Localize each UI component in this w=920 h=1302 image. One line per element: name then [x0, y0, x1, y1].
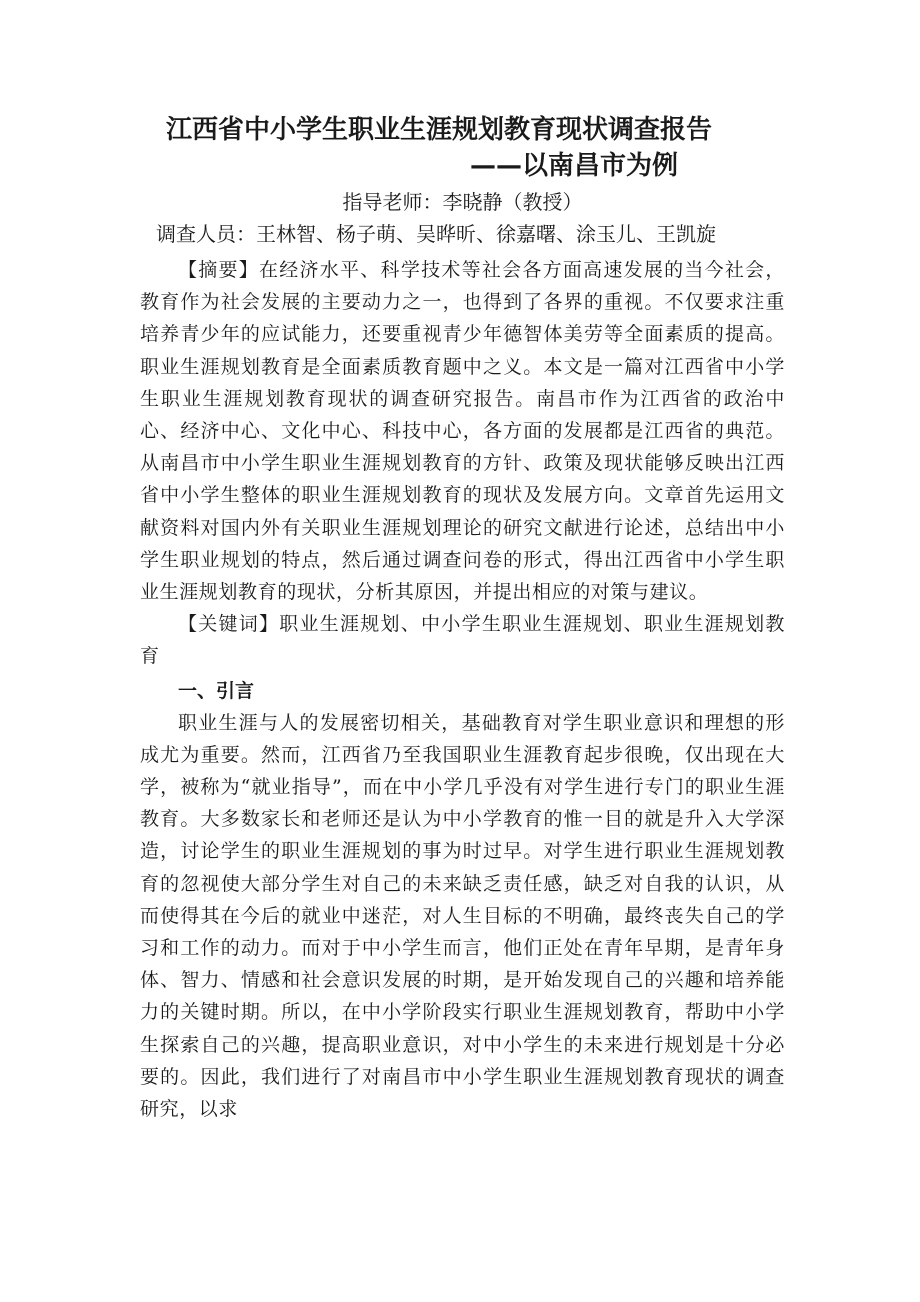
keywords-paragraph	[140, 608, 785, 672]
report-title: 江西省中小学生职业生涯规划教育现状调查报告	[166, 115, 713, 145]
members-line: 调查人员：王林智、杨子萌、吴晔昕、徐嘉曙、涂玉儿、王凯旋	[156, 222, 716, 246]
abstract-text: 在经济水平、科学技术等社会各方面高速发展的当今社会，教育作为社会发展的主要动力之一，也得到了各界的重视。不仅要求注重培养青少年的应试能力，还要重视青少年德智体美劳等全面素质的提高。职业生涯规划教育是全面素质教育题中之义。本文是一篇对江西省中小学生职业生涯规划教育现状的调查研究报告。南昌市作为江西省的政治中心、经济中心、文化中心、科技中心，各方面的发展都是江西省的典范。从南昌市中小学生职业生涯规划教育的方针、政策及现状能够反映出江西省中小学生整体的职业生涯规划教育的现状及发展方向。文章首先运用文献资料对国内外有关职业生涯规划理论的研究文献进行论述，总结出中小学生职业规划的特点，然后通过调查问卷的形式，得出江西省中小学生职业生涯规划教育的现状，分析其原因，并提出相应的对策与建议。	[140, 259, 785, 604]
keywords-text: 职业生涯规划、中小学生职业生涯规划、职业生涯规划教育	[140, 613, 785, 668]
report-subtitle: ——以南昌市为例	[470, 151, 679, 181]
advisor-line: 指导老师：李晓静（教授）	[342, 190, 583, 214]
section-heading-introduction: 一、引言	[178, 679, 255, 702]
document-page	[140, 112, 785, 1125]
keywords-label: 【关键词】	[178, 613, 280, 636]
introduction-paragraph: 职业生涯与人的发展密切相关，基础教育对学生职业意识和理想的形成尤为重要。然而，江西省乃至我国职业生涯教育起步很晚，仅出现在大学，被称为“就业指导”，而在中小学几乎没有对学生进行专门的职业生涯教育。大多数家长和老师还是认为中小学教育的惟一目的就是升入大学深造，讨论学生的职业生涯规划的事为时过早。对学生进行职业生涯规划教育的忽视使大部分学生对自己的未来缺乏责任感，缺乏对自我的认识，从而使得其在今后的就业中迷茫，对人生目标的不明确，最终丧失自己的学习和工作的动力。而对于中小学生而言，他们正处在青年早期，是青年身体、智力、情感和社会意识发展的时期，是开始发现自己的兴趣和培养能力的关键时期。所以，在中小学阶段实行职业生涯规划教育，帮助中小学生探索自己的兴趣，提高职业意识，对中小学生的未来进行规划是十分必要的。因此，我们进行了对南昌市中小学生职业生涯规划教育现状的调查研究，以求	[140, 711, 785, 1121]
abstract-paragraph	[140, 254, 785, 608]
abstract-label: 【摘要】	[178, 259, 260, 281]
